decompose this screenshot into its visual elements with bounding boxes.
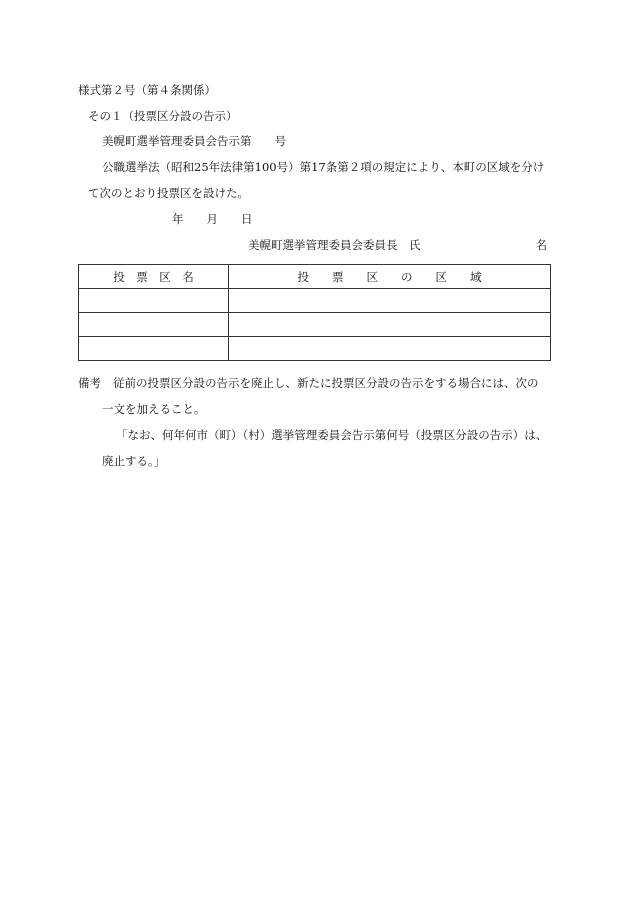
table-cell xyxy=(229,289,551,313)
table-cell xyxy=(229,313,551,337)
notice-number: 美幌町選挙管理委員会告示第 号 xyxy=(102,134,286,148)
remarks-label: 備考 xyxy=(78,376,101,390)
body-text-line-1: 公職選挙法（昭和25年法律第100号）第17条第２項の規定により、本町の区域を分け xyxy=(102,160,545,174)
district-table xyxy=(78,264,551,361)
body-text-line-2: て次のとおり投票区を設けた。 xyxy=(88,186,249,200)
table-cell xyxy=(79,289,229,313)
table-cell xyxy=(229,337,551,361)
header-district-name: 投 票 区 名 xyxy=(79,265,229,289)
table-header-row xyxy=(79,265,551,289)
remarks-quote-line-2: 廃止する。」 xyxy=(102,454,166,468)
section-title: その１（投票区分設の告示） xyxy=(88,109,238,123)
date-line: 年 月 日 xyxy=(172,212,253,226)
form-label: 様式第２号（第４条関係） xyxy=(78,83,216,97)
remarks-quote-line-1: 「なお、何年何市（町）（村）選挙管理委員会告示第何号（投票区分設の告示）は、 xyxy=(116,428,548,442)
table-row xyxy=(79,337,551,361)
table-cell xyxy=(79,337,229,361)
signature-line: 美幌町選挙管理委員会委員長 氏 名 xyxy=(248,238,547,252)
header-district-area: 投 票 区 の 区 域 xyxy=(229,265,551,289)
table-cell xyxy=(79,313,229,337)
remarks-line-2: 一文を加えること。 xyxy=(102,402,206,416)
table-row xyxy=(79,313,551,337)
table-row xyxy=(79,289,551,313)
remarks-line-1: 従前の投票区分設の告示を廃止し、新たに投票区分設の告示をする場合には、次の xyxy=(113,376,539,390)
